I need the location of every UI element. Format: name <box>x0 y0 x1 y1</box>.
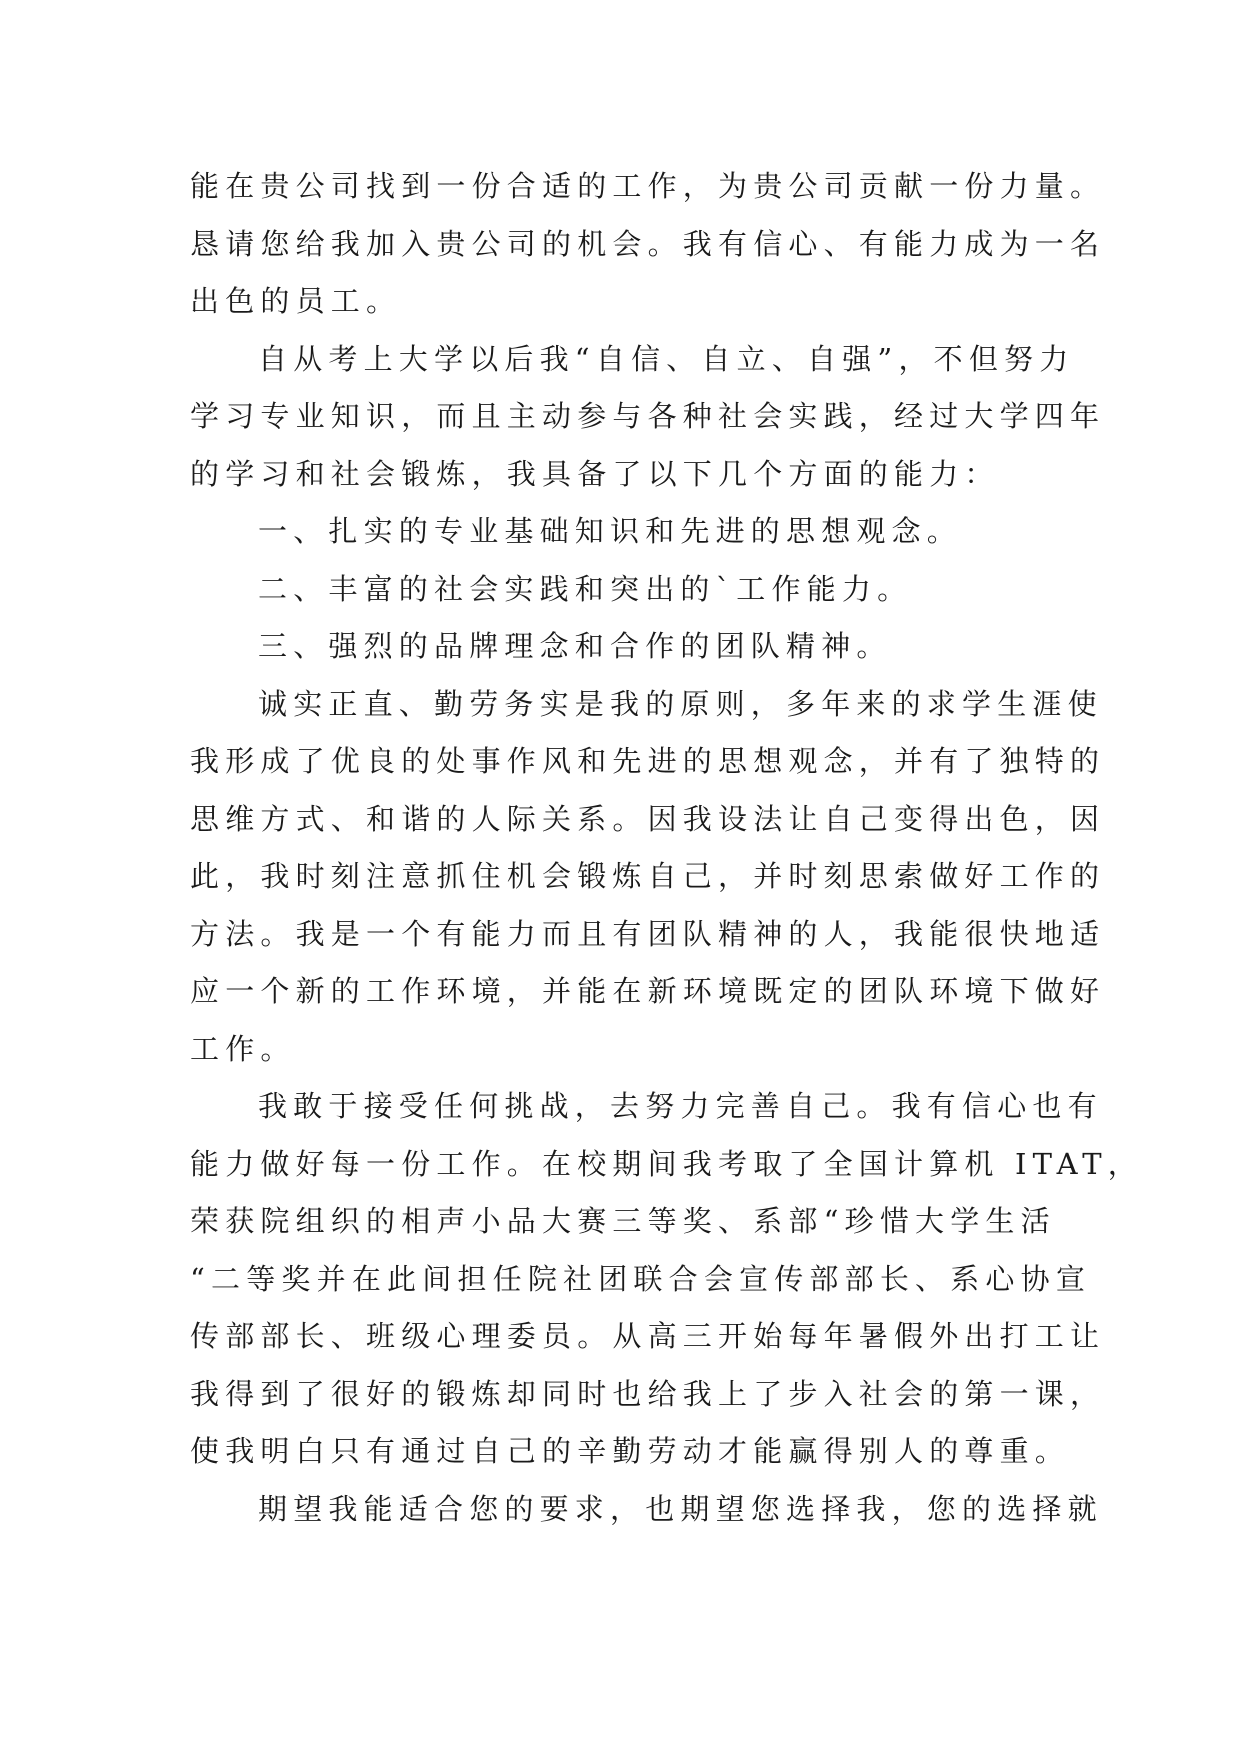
text-line: 思维方式、和谐的人际关系。因我设法让自己变得出色，因 <box>190 801 1106 836</box>
text-line: 能在贵公司找到一份合适的工作，为贵公司贡献一份力量。 <box>190 169 1106 203</box>
paragraph-start-line: 期望我能适合您的要求，也期望您选择我，您的选择就 <box>258 1491 1103 1526</box>
text-line: “二等奖并在此间担任院社团联合会宣传部部长、系心协宣 <box>190 1261 1092 1296</box>
list-item-2: 二、丰富的社会实践和突出的`工作能力。 <box>258 571 913 606</box>
text-line: 能力做好每一份工作。在校期间我考取了全国计算机 ITAT， <box>190 1146 1143 1181</box>
list-item-3: 三、强烈的品牌理念和合作的团队精神。 <box>258 629 892 663</box>
text-line: 我得到了很好的锻炼却同时也给我上了步入社会的第一课， <box>190 1376 1106 1411</box>
text-line: 恳请您给我加入贵公司的机会。我有信心、有能力成为一名 <box>190 226 1106 261</box>
paragraph-start-line: 诚实正直、勤劳务实是我的原则，多年来的求学生涯使 <box>258 686 1103 721</box>
text-line: 我形成了优良的处事作风和先进的思想观念，并有了独特的 <box>190 744 1106 778</box>
paragraph-start-line: 自从考上大学以后我“自信、自立、自强”，不但努力 <box>258 341 1075 376</box>
text-line: 工作。 <box>190 1031 296 1066</box>
text-line: 方法。我是一个有能力而且有团队精神的人，我能很快地适 <box>190 916 1106 951</box>
text-line: 此，我时刻注意抓住机会锻炼自己，并时刻思索做好工作的 <box>190 859 1106 893</box>
body-text <box>190 158 1143 1538</box>
text-line: 传部部长、班级心理委员。从高三开始每年暑假外出打工让 <box>190 1319 1106 1353</box>
list-item-1: 一、扎实的专业基础知识和先进的思想观念。 <box>258 514 963 548</box>
text-line: 荣获院组织的相声小品大赛三等奖、系部“珍惜大学生活 <box>190 1204 1056 1238</box>
text-line: 学习专业知识，而且主动参与各种社会实践，经过大学四年 <box>190 399 1106 433</box>
text-line: 使我明白只有通过自己的辛勤劳动才能赢得别人的尊重。 <box>190 1434 1071 1468</box>
text-line: 的学习和社会锻炼，我具备了以下几个方面的能力： <box>190 456 1000 491</box>
text-line: 应一个新的工作环境，并能在新环境既定的团队环境下做好 <box>190 974 1106 1008</box>
text-line: 出色的员工。 <box>190 284 402 318</box>
paragraph-start-line: 我敢于接受任何挑战，去努力完善自己。我有信心也有 <box>258 1089 1103 1123</box>
